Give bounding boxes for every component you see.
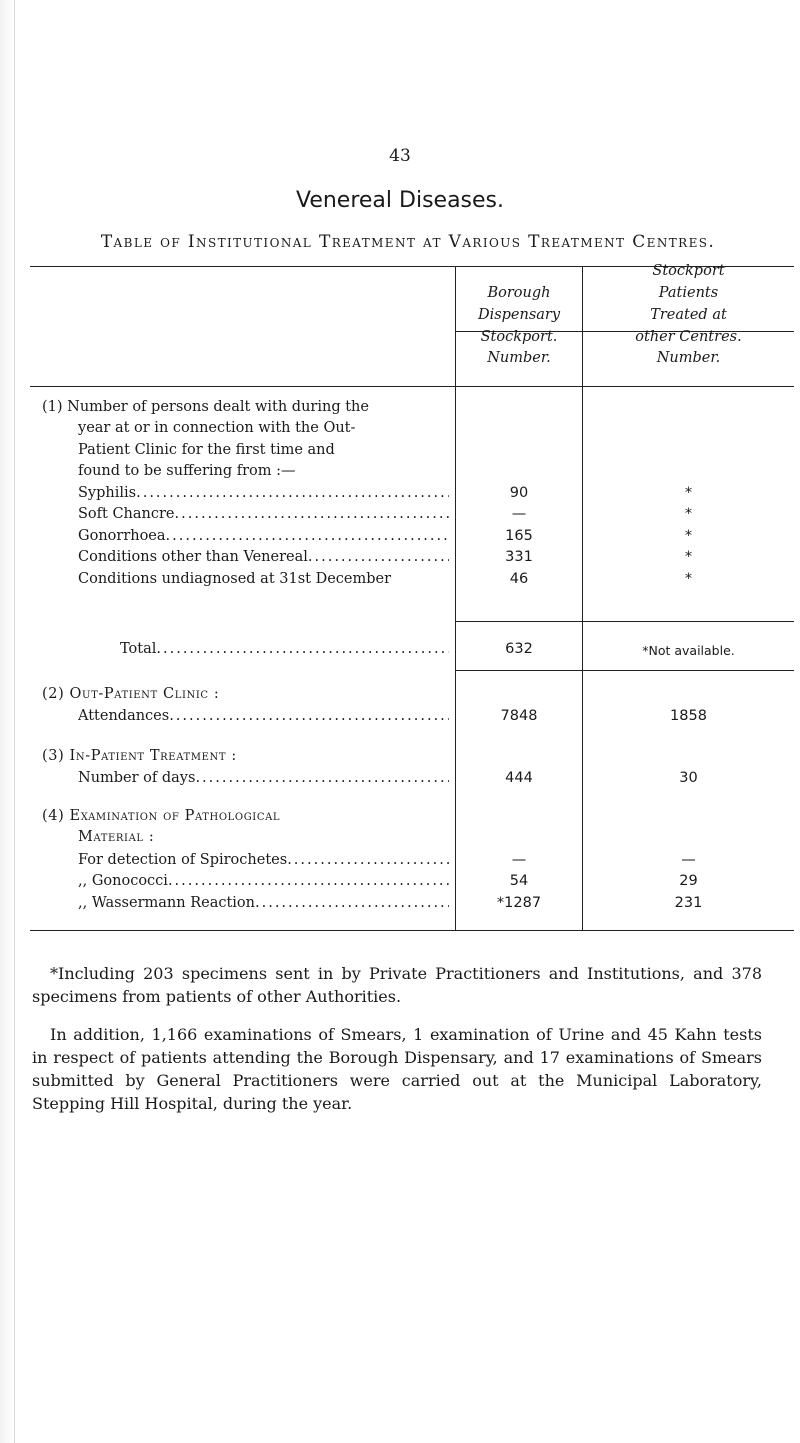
column-header-line: Stockport [652,263,725,279]
table-row [78,504,449,526]
value-undiagnosed-other: * [684,571,693,587]
value-syphilis-other: * [684,485,693,501]
row-label-spirochetes: For detection of Spirochetes [78,852,288,868]
value-spirochetes-other: — [681,852,696,868]
leader-dots [156,639,449,661]
value-attendances-dispensary: 7848 [500,708,538,724]
row-label-gonorrhoea: Gonorrhoea [78,528,166,544]
section-2-heading: (2) Out-Patient Clinic : [42,686,220,702]
page-number: 43 [389,146,411,166]
table-row [78,526,449,548]
closing-paragraph [32,1023,762,1115]
leader-dots [195,768,449,790]
leader-dots [287,850,449,872]
column-header-dispensary [456,282,582,348]
section-1-heading-line: found to be suffering from :— [78,463,296,479]
table-subtitle: Table of Institutional Treatment at Various Treatment Centres. [100,232,716,252]
unit-label-dispensary: Number. [487,350,551,366]
section-1-heading: (1) Number of persons dealt with during the [42,399,369,415]
value-gonorrhoea-dispensary: 165 [505,528,533,544]
footnote [32,962,762,1008]
page-title: Venereal Diseases. [295,188,505,213]
row-label-soft-chancre: Soft Chancre [78,506,175,522]
table-bottom-rule [30,930,794,931]
value-wassermann-dispensary: *1287 [496,895,542,911]
table-row [78,893,449,915]
column-header-line: other Centres. [635,329,742,345]
column-header-line: Stockport. [480,329,558,345]
table-row [78,768,449,790]
table-row [78,850,449,872]
paragraph-text: In addition, 1,166 examinations of Smears, 1 examination of Urine and 45 Kahn tests in respect of patients attending the Borough Dispensary, and 17 examinations of Smears submitted by General Practitioners were carried out at the Municipal Laboratory, Stepping Hill Hospital, during the year. [32,1025,762,1113]
leader-dots [136,483,449,505]
table-row-total [120,639,449,661]
leader-dots [168,871,449,893]
value-gonorrhoea-other: * [684,528,693,544]
column-header-line: Borough [487,285,551,301]
row-label-wassermann: ,, Wassermann Reaction [78,895,255,911]
row-label-undiagnosed: Conditions undiagnosed at 31st December [78,571,392,587]
row-label-total: Total [120,641,157,657]
value-other-conditions-other: * [684,549,693,565]
value-total-dispensary: 632 [505,641,533,657]
table-row [78,547,449,569]
value-gonococci-other: 29 [679,873,698,889]
value-days-dispensary: 444 [505,770,533,786]
value-other-conditions-dispensary: 331 [505,549,533,565]
section-1-heading-line: Patient Clinic for the first time and [78,442,335,458]
value-spirochetes-dispensary: — [511,852,527,868]
value-gonococci-dispensary: 54 [509,873,529,889]
value-days-other: 30 [679,770,698,786]
column-header-line: Dispensary [477,307,561,323]
row-label-attendances: Attendances [78,708,170,724]
leader-dots [169,706,449,728]
value-attendances-other: 1858 [670,708,707,724]
leader-dots [175,504,449,526]
table-row [78,483,449,505]
header-bottom-rule [30,386,794,387]
leader-dots [255,893,449,915]
total-rule [455,621,794,622]
value-soft-chancre-other: * [684,506,693,522]
leader-dots [166,526,449,548]
total-bottom-rule [455,670,794,671]
value-total-other: *Not available. [642,643,735,658]
table-row [78,706,449,728]
column-header-other-centres [583,260,794,348]
section-4-heading: (4) Examination of Pathological [42,808,281,824]
unit-label-other-centres: Number. [656,350,721,366]
value-undiagnosed-dispensary: 46 [509,571,529,587]
column-header-line: Patients [658,285,719,301]
value-syphilis-dispensary: 90 [509,485,529,501]
section-1-heading-line: year at or in connection with the Out- [78,420,356,436]
page-gutter-shadow [0,0,15,1443]
column-header-line: Treated at [650,307,727,323]
row-label-syphilis: Syphilis [78,485,137,501]
row-label-days: Number of days [78,770,196,786]
value-soft-chancre-dispensary: — [511,506,527,522]
section-3-heading: (3) In-Patient Treatment : [42,748,237,764]
section-4-heading-line: Material : [78,829,155,845]
leader-dots [308,547,449,569]
row-label-gonococci: ,, Gonococci [78,873,168,889]
footnote-text: *Including 203 specimens sent in by Private Practitioners and Institutions, and 378 specimens from patients of other Authorities. [32,964,762,1006]
row-label-other-conditions: Conditions other than Venereal [78,549,308,565]
value-wassermann-other: 231 [674,895,703,911]
table-row [78,871,449,893]
